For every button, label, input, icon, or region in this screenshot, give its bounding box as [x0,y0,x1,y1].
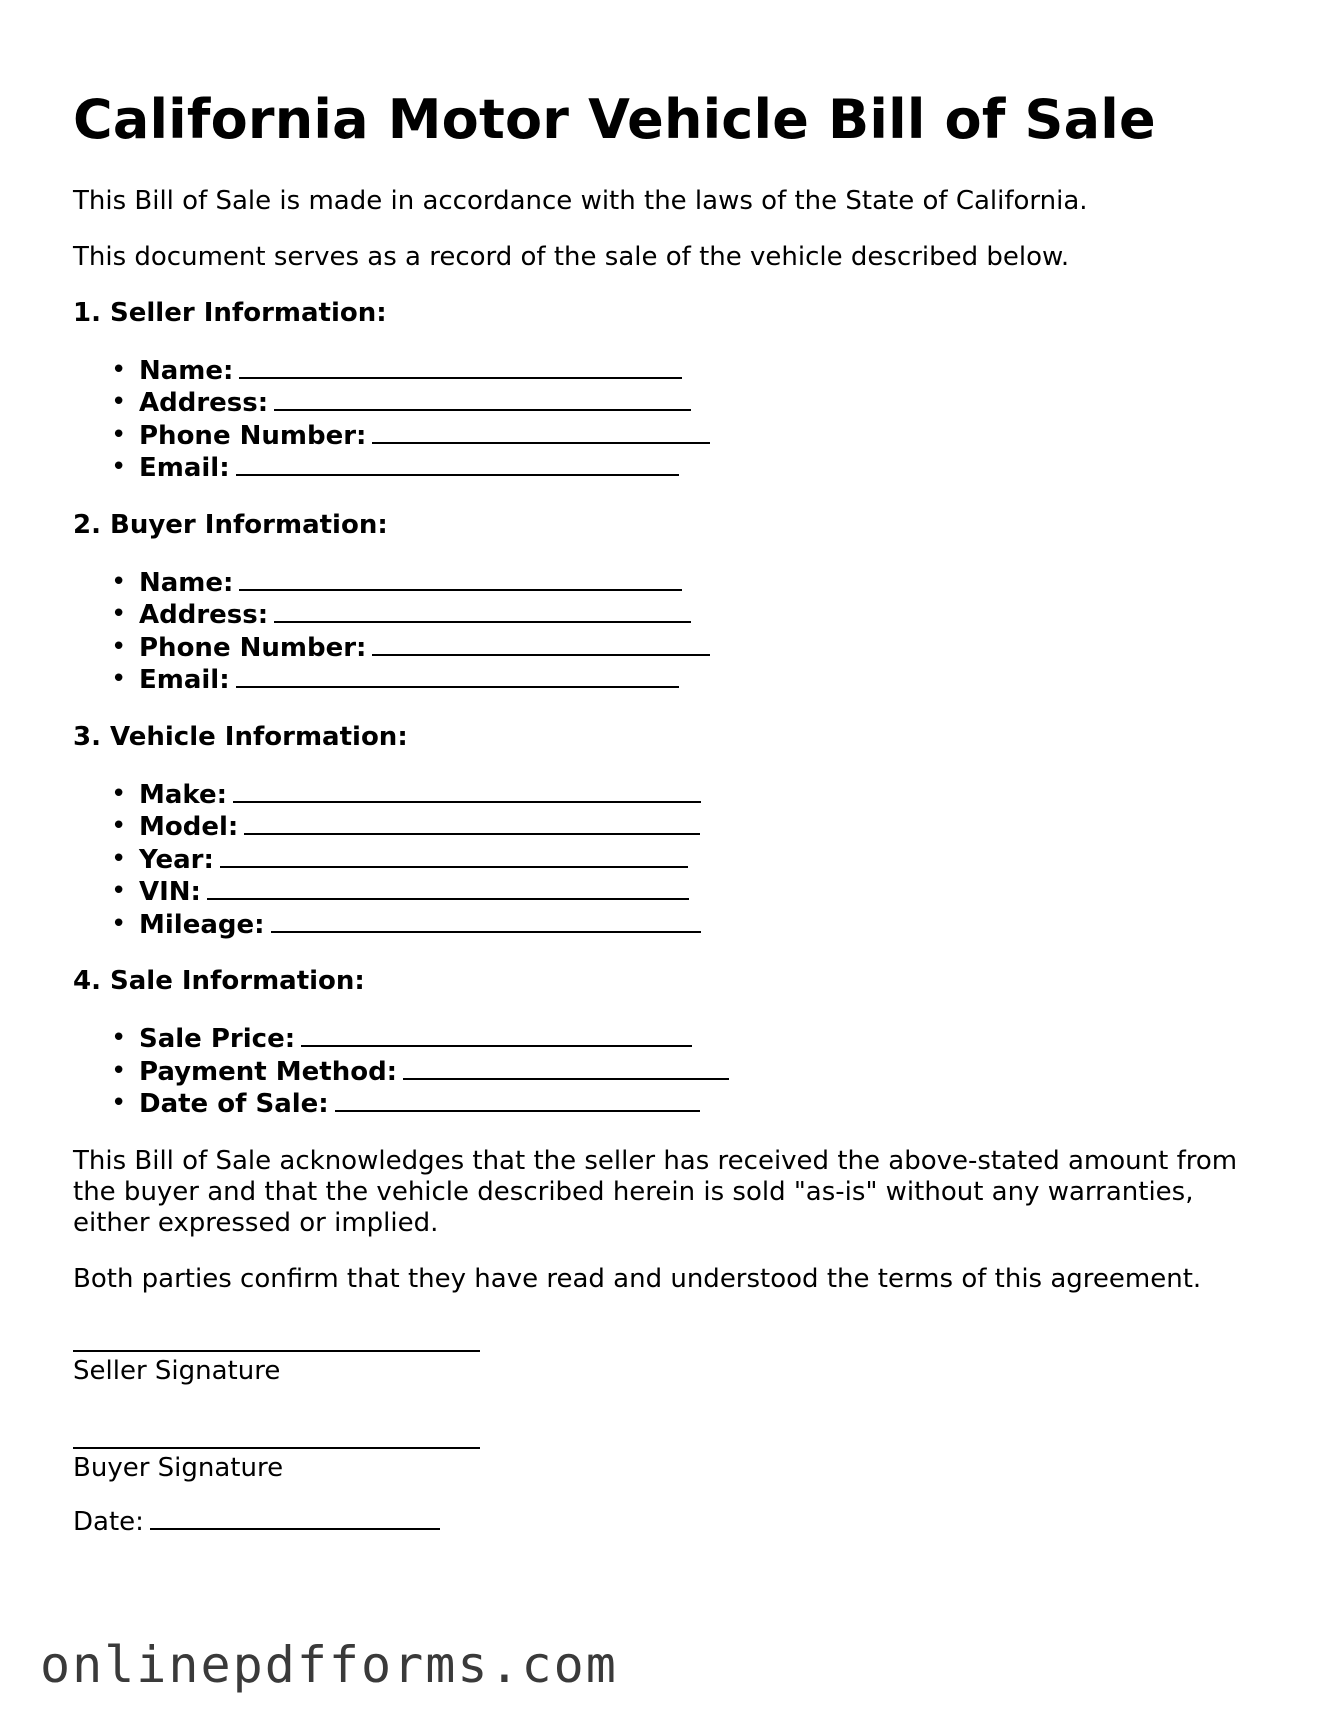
vehicle-mileage-blank[interactable] [271,909,701,933]
buyer-address-blank[interactable] [274,599,691,623]
document-title: California Motor Vehicle Bill of Sale [73,88,1156,151]
confirmation-paragraph: Both parties confirm that they have read and understood the terms of this agreement. [73,1263,1202,1294]
signature-date-label: Date: [73,1506,144,1537]
field-label: Email: [139,453,230,484]
seller-email-blank[interactable] [236,452,679,476]
buyer-email-field [139,664,1273,697]
payment-method-field [139,1056,1273,1089]
seller-signature-line[interactable] [73,1320,480,1352]
seller-phone-field [139,420,1273,453]
field-label: Payment Method: [139,1056,398,1087]
field-label: VIN: [139,877,201,908]
seller-address-field [139,387,1273,420]
vehicle-year-field [139,844,1273,877]
field-label: Phone Number: [139,420,367,451]
buyer-field-list [73,567,1273,697]
seller-field-list [73,355,1273,485]
field-label: Phone Number: [139,632,367,663]
buyer-name-field [139,567,1273,600]
vehicle-model-field [139,811,1273,844]
buyer-email-blank[interactable] [236,664,679,688]
field-label: Model: [139,812,239,843]
vehicle-make-blank[interactable] [233,779,701,803]
signature-block [73,1320,1273,1538]
seller-signature-label: Seller Signature [73,1355,281,1386]
date-of-sale-field [139,1088,1273,1121]
buyer-section-heading: 2. Buyer Information: [73,509,388,540]
field-label: Date of Sale: [139,1089,329,1120]
payment-method-blank[interactable] [403,1056,729,1080]
vehicle-mileage-field [139,909,1273,942]
buyer-signature-line[interactable] [73,1417,480,1449]
intro-paragraph-2: This document serves as a record of the sale of the vehicle described below. [73,241,1070,272]
seller-name-field [139,355,1273,388]
field-label: Name: [139,355,234,386]
signature-date-blank[interactable] [150,1506,440,1530]
vehicle-vin-field [139,876,1273,909]
seller-name-blank[interactable] [239,355,682,379]
vehicle-year-blank[interactable] [220,844,688,868]
intro-paragraph-1: This Bill of Sale is made in accordance with the laws of the State of California. [73,185,1088,216]
buyer-address-field [139,599,1273,632]
field-label: Name: [139,567,234,598]
vehicle-field-list [73,779,1273,942]
field-label: Make: [139,779,228,810]
vehicle-make-field [139,779,1273,812]
vehicle-vin-blank[interactable] [207,876,689,900]
sale-price-field [139,1023,1273,1056]
buyer-phone-field [139,632,1273,665]
seller-phone-blank[interactable] [372,420,710,444]
buyer-phone-blank[interactable] [372,632,710,656]
field-label: Address: [139,388,269,419]
buyer-signature-label: Buyer Signature [73,1452,284,1483]
field-label: Mileage: [139,909,265,940]
acknowledgement-paragraph: This Bill of Sale acknowledges that the seller has received the above-stated amount from the buyer and that the vehicle described herein is sold "as-is" without any warranties, either expressed or implied. [73,1145,1238,1238]
date-of-sale-blank[interactable] [335,1088,700,1112]
document-page [73,88,1273,1538]
seller-section-heading: 1. Seller Information: [73,297,387,328]
buyer-name-blank[interactable] [239,567,682,591]
field-label: Address: [139,600,269,631]
vehicle-section-heading: 3. Vehicle Information: [73,721,408,752]
field-label: Sale Price: [139,1024,296,1055]
vehicle-model-blank[interactable] [244,811,700,835]
seller-email-field [139,452,1273,485]
seller-address-blank[interactable] [274,387,691,411]
sale-field-list [73,1023,1273,1121]
sale-section-heading: 4. Sale Information: [73,966,365,997]
signature-date-row [73,1506,1273,1538]
field-label: Year: [139,844,214,875]
watermark-text: onlinepdfforms.com [40,1636,618,1694]
field-label: Email: [139,665,230,696]
sale-price-blank[interactable] [301,1023,692,1047]
